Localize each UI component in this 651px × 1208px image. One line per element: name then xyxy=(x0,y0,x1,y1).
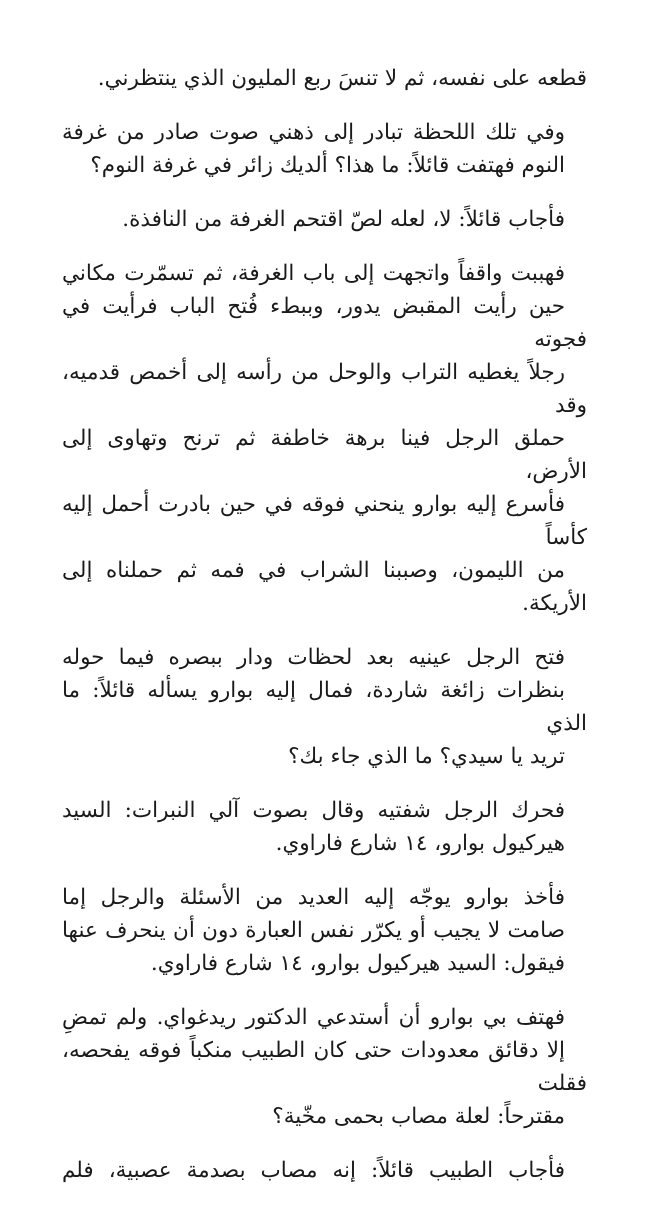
book-page xyxy=(62,62,587,1208)
text-line: فيقول: السيد هيركيول بوارو، ١٤ شارع فاراوي. xyxy=(150,951,565,976)
text-line: صامت لا يجيب أو يكرّر نفس العبارة دون أن ينحرف عنها xyxy=(62,918,565,943)
text-line: فحرك الرجل شفتيه وقال بصوت آلي النبرات: السيد xyxy=(62,798,565,823)
paragraph-7 xyxy=(62,881,587,980)
text-line: فتح الرجل عينيه بعد لحظات ودار ببصره فيما حوله xyxy=(62,645,565,670)
text-line: حين رأيت المقبض يدور، وببطء فُتح الباب فرأيت في فجوته xyxy=(62,294,587,352)
text-line: وفي تلك اللحظة تبادر إلى ذهني صوت صادر من غرفة xyxy=(62,120,565,145)
paragraph-4 xyxy=(62,257,587,620)
text-line: من الليمون، وصببنا الشراب في فمه ثم حملناه إلى الأريكة. xyxy=(62,558,587,616)
text-line: فأخذ بوارو يوجّه إليه العديد من الأسئلة والرجل إما xyxy=(62,885,565,910)
paragraph-9 xyxy=(62,1154,587,1187)
text-line: النوم فهتفت قائلاً: ما هذا؟ ألديك زائر في غرفة النوم؟ xyxy=(90,153,565,178)
paragraph-6 xyxy=(62,794,587,860)
text-line: فأجاب قائلاً: لا، لعله لصّ اقتحم الغرفة من النافذة. xyxy=(122,207,565,232)
text-line: فأجاب الطبيب قائلاً: إنه مصاب بصدمة عصبية، فلم xyxy=(62,1158,565,1183)
text-line: رجلاً يغطيه التراب والوحل من رأسه إلى أخمص قدميه، وقد xyxy=(62,360,587,418)
text-line: هيركيول بوارو، ١٤ شارع فاراوي. xyxy=(275,831,565,856)
text-line: قطعه على نفسه، ثم لا تنسَ ربع المليون الذي ينتظرني. xyxy=(97,66,587,91)
text-line: فهتف بي بوارو أن أستدعي الدكتور ريدغواي. ولم تمضِ xyxy=(62,1005,565,1030)
paragraph-1 xyxy=(62,62,587,95)
text-line: حملق الرجل فينا برهة خاطفة ثم ترنح وتهاوى إلى الأرض، xyxy=(62,426,587,484)
text-line: فأسرع إليه بوارو ينحني فوقه في حين بادرت أحمل إليه كأساً xyxy=(62,492,587,550)
paragraph-8 xyxy=(62,1001,587,1133)
text-line: مقترحاً: لعلة مصاب بحمى مخّية؟ xyxy=(272,1104,565,1129)
text-line: إلا دقائق معدودات حتى كان الطبيب منكباً فوقه يفحصه، فقلت xyxy=(62,1038,587,1096)
paragraph-5 xyxy=(62,641,587,773)
text-line: تريد يا سيدي؟ ما الذي جاء بك؟ xyxy=(288,744,565,769)
text-line: فهببت واقفاً واتجهت إلى باب الغرفة، ثم تسمّرت مكاني xyxy=(62,261,565,286)
paragraph-3 xyxy=(62,203,587,236)
paragraph-2 xyxy=(62,116,587,182)
text-line: بنظرات زائغة شاردة، فمال إليه بوارو يسأله قائلاً: ما الذي xyxy=(62,678,587,736)
